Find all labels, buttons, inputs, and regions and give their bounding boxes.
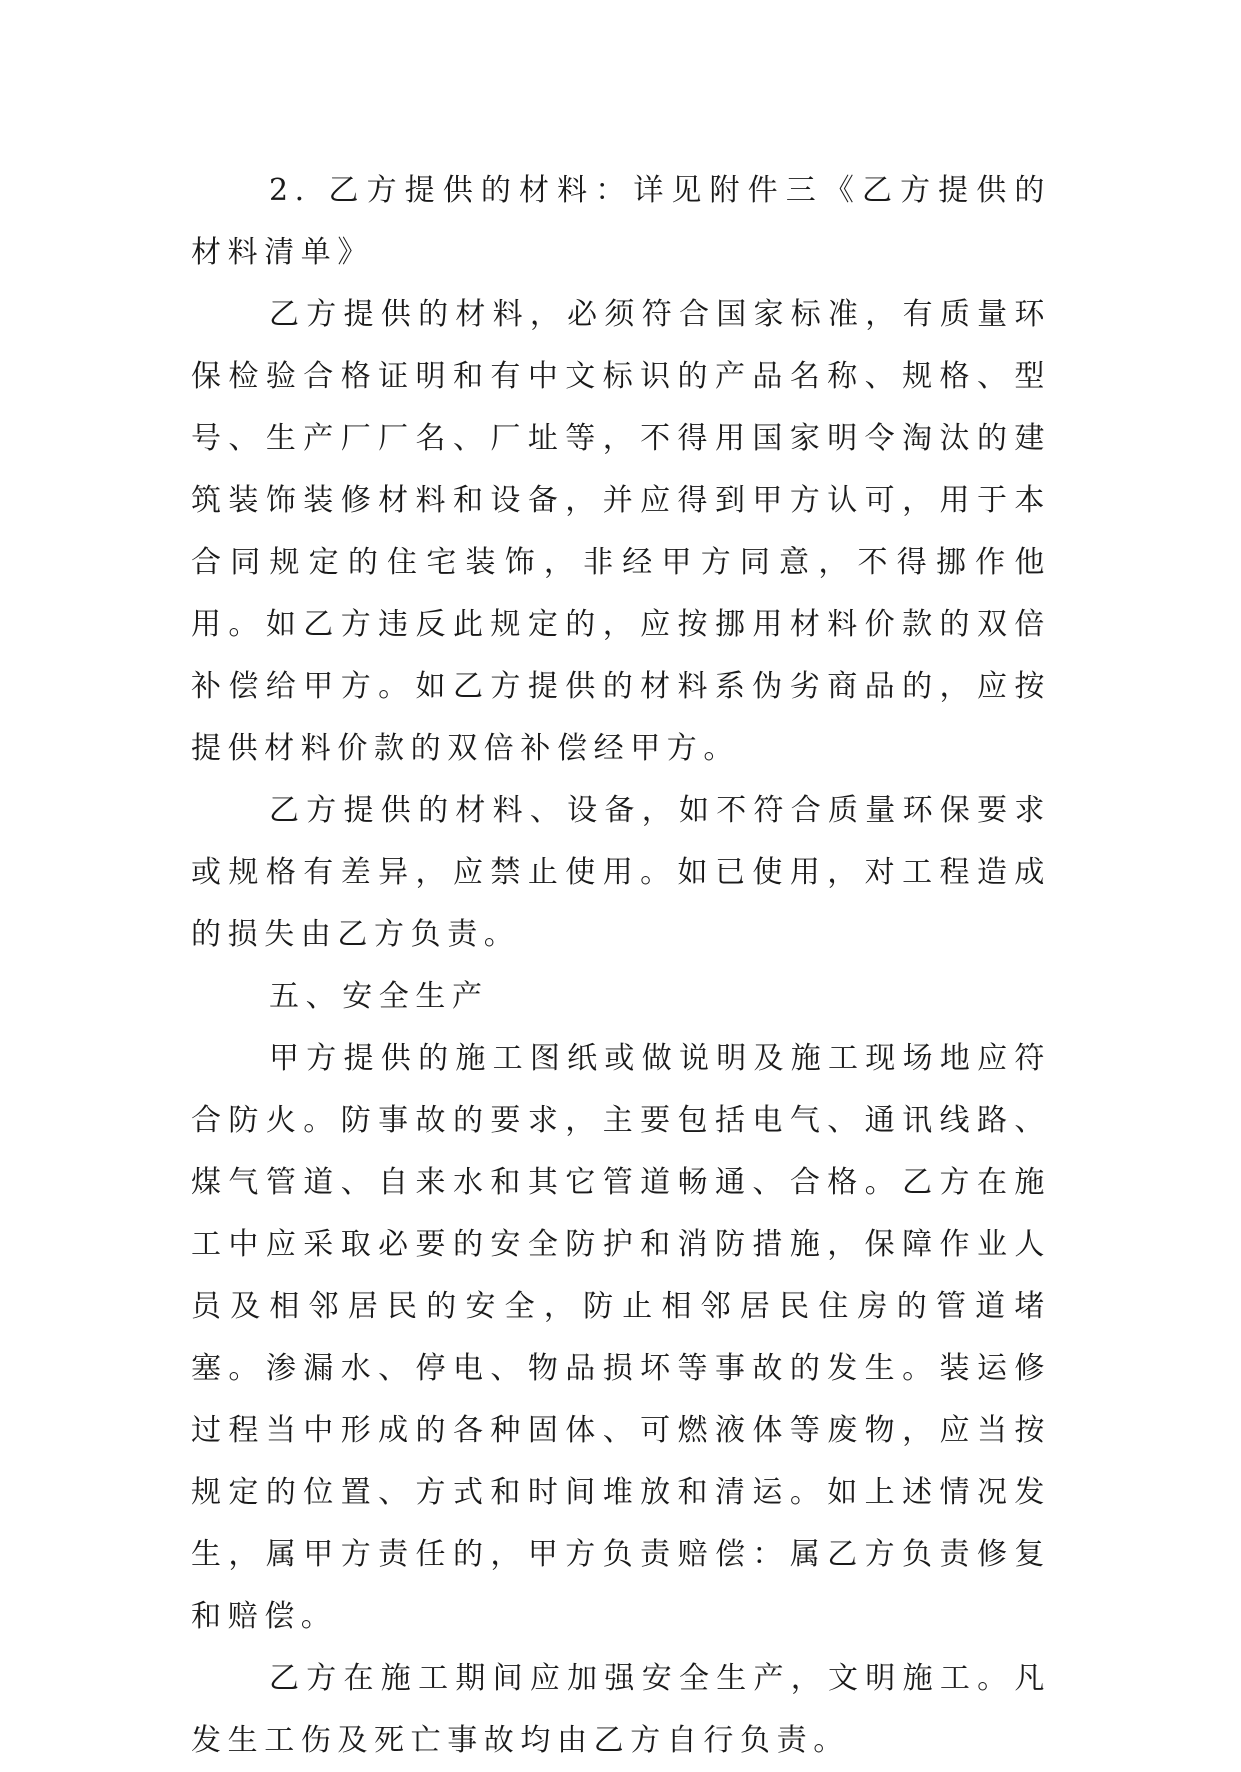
paragraph-material-defects: 乙方提供的材料、设备，如不符合质量环保要求或规格有差异，应禁止使用。如已使用，对工程造成的损失由乙方负责。 <box>191 793 1051 952</box>
paragraph-material-standards: 乙方提供的材料，必须符合国家标准，有质量环保检验合格证明和有中文标识的产品名称、规格、型号、生产厂厂名、厂址等，不得用国家明令淘汰的建筑装饰装修材料和设备，并应得到甲方认可，用于本合同规定的住宅装饰，非经甲方同意，不得挪作他用。如乙方违反此规定的，应按挪用材料价款的双倍补偿给甲方。如乙方提供的材料系伪劣商品的，应按提供材料价款的双倍补偿经甲方。 <box>191 297 1051 766</box>
document-body <box>191 160 1051 1772</box>
paragraph-construction-safety: 乙方在施工期间应加强安全生产，文明施工。凡发生工伤及死亡事故均由乙方自行负责。 <box>191 1661 1051 1758</box>
paragraph-safety-requirements: 甲方提供的施工图纸或做说明及施工现场地应符合防火。防事故的要求，主要包括电气、通讯线路、煤气管道、自来水和其它管道畅通、合格。乙方在施工中应采取必要的安全防护和消防措施，保障作业人员及相邻居民的安全，防止相邻居民住房的管道堵塞。渗漏水、停电、物品损坏等事故的发生。装运修过程当中形成的各种固体、可燃液体等废物，应当按规定的位置、方式和时间堆放和清运。如上述情况发生，属甲方责任的，甲方负责赔偿：属乙方负责修复和赔偿。 <box>191 1041 1051 1634</box>
paragraph-materials-list: 2. 乙方提供的材料：详见附件三《乙方提供的材料清单》 <box>191 173 1051 270</box>
section-heading-safety: 五、安全生产 <box>269 979 489 1014</box>
